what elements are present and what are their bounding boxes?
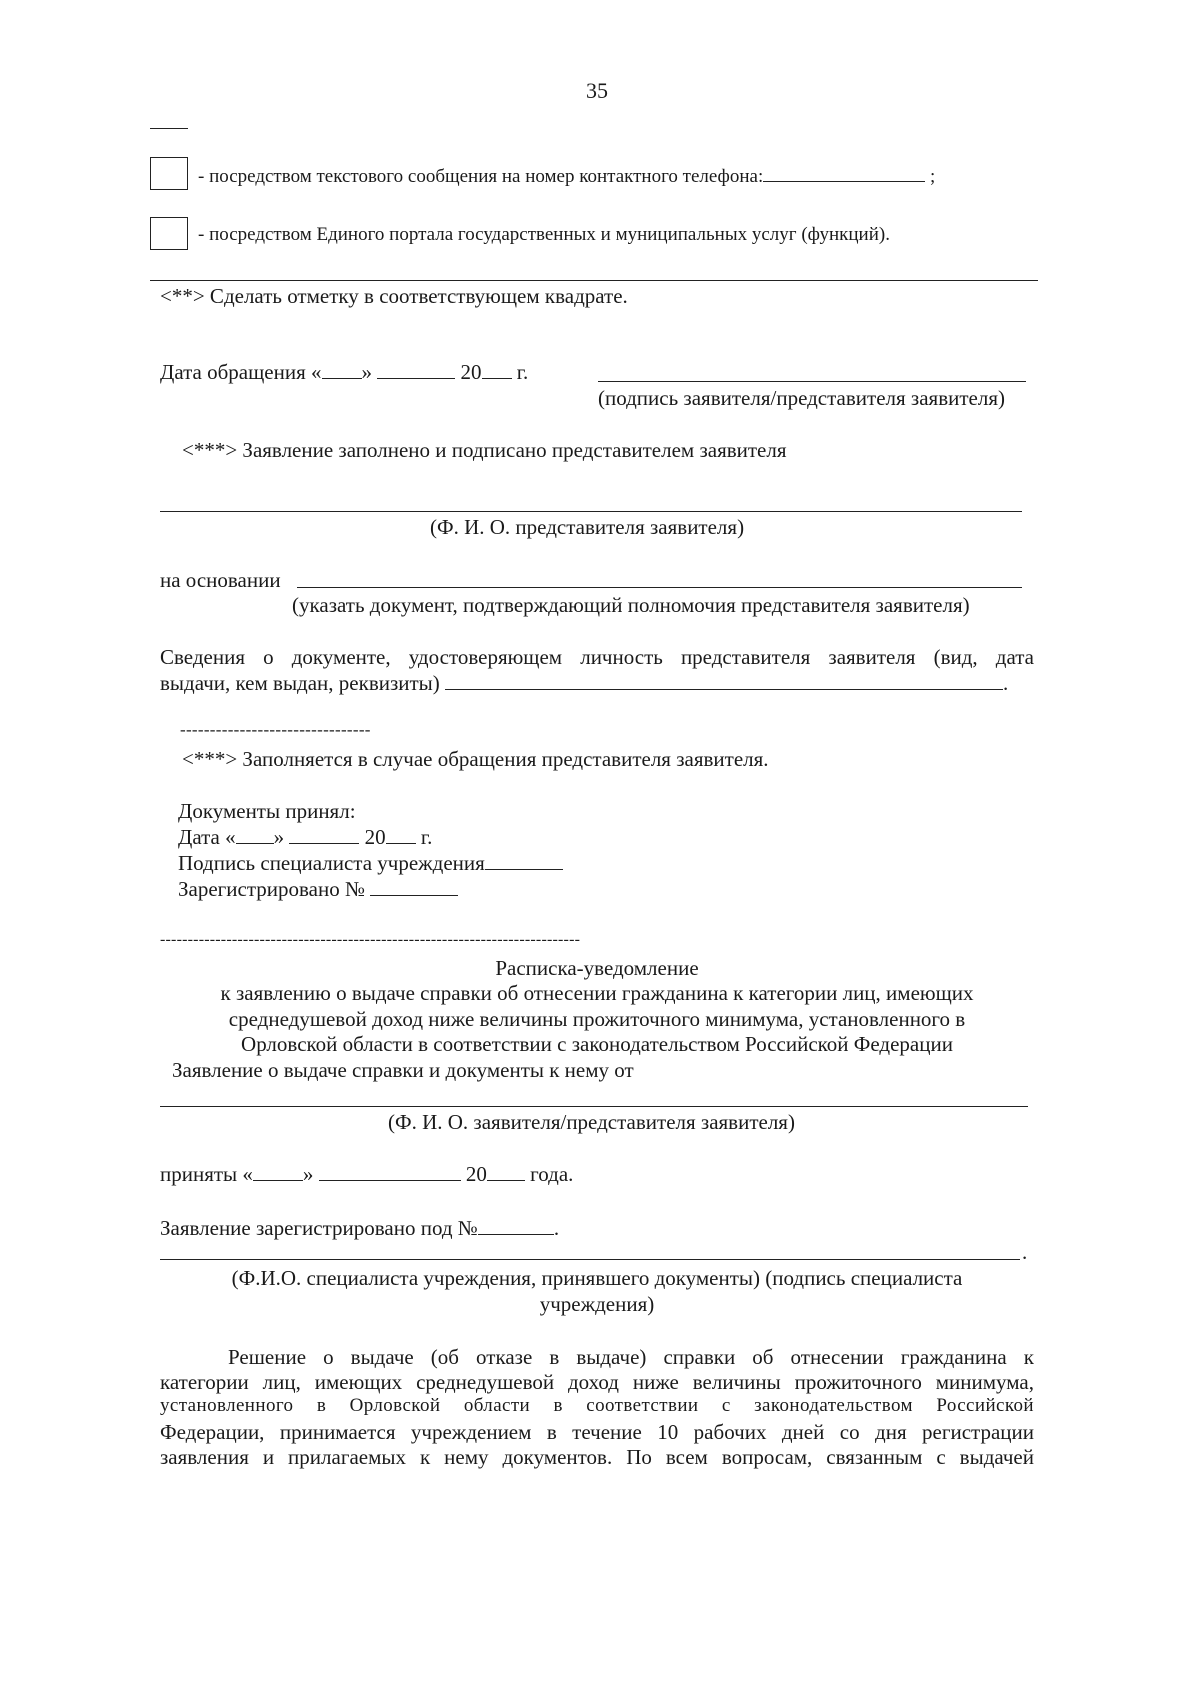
- sms-option-checkbox[interactable]: [150, 157, 188, 190]
- portal-option-label: - посредством Единого портала государственных и муниципальных услуг (функций).: [198, 224, 890, 245]
- id-document-blank[interactable]: [445, 671, 1003, 690]
- accepted-title: Документы принял:: [178, 799, 356, 823]
- phone-number-blank[interactable]: [763, 163, 925, 182]
- specialist-caption-line2: учреждения): [539, 1292, 655, 1316]
- cut-line: ----------------------------------------------------------------------------: [160, 931, 581, 948]
- representative-footnote: <***> Заполняется в случае обращения представителя заявителя.: [182, 747, 769, 771]
- receipt-month-blank[interactable]: [319, 1162, 461, 1181]
- footnote-rule: [150, 280, 1038, 281]
- sms-option-label: - посредством текстового сообщения на номер контактного телефона: ;: [198, 163, 935, 189]
- applicant-signature-line[interactable]: [598, 381, 1026, 382]
- receipt-fio-line[interactable]: [160, 1106, 1028, 1107]
- receipt-subtitle-line3: Орловской области в соответствии с законодательством Российской Федерации: [241, 1032, 953, 1056]
- application-day-blank[interactable]: [322, 360, 362, 379]
- receipt-day-blank[interactable]: [253, 1162, 303, 1181]
- accepted-day-blank[interactable]: [236, 825, 274, 844]
- representative-fio-line[interactable]: [160, 511, 1022, 512]
- decision-line2: категории лиц, имеющих среднедушевой доход ниже величины прожиточного минимума,: [160, 1370, 1034, 1394]
- representative-note: <***> Заявление заполнено и подписано представителем заявителя: [182, 438, 787, 462]
- applicant-signature-caption: (подпись заявителя/представителя заявителя): [598, 386, 1005, 410]
- specialist-signature-line: Подпись специалиста учреждения: [178, 851, 563, 876]
- top-short-rule: [150, 128, 188, 129]
- specialist-line-end: .: [1022, 1240, 1028, 1264]
- checkbox-footnote: <**> Сделать отметку в соответствующем квадрате.: [160, 284, 628, 308]
- page-number: 35: [586, 78, 608, 103]
- receipt-subtitle-line1: к заявлению о выдаче справки об отнесении гражданина к категории лиц, имеющих: [220, 981, 974, 1005]
- registered-number-line: Зарегистрировано №: [178, 877, 458, 902]
- representative-fio-caption: (Ф. И. О. представителя заявителя): [430, 515, 745, 539]
- receipt-subtitle-line2: среднедушевой доход ниже величины прожиточного минимума, установленного в: [228, 1007, 966, 1031]
- receipt-registered-line: Заявление зарегистрировано под № .: [160, 1216, 560, 1240]
- id-document-line2: выдачи, кем выдан, реквизиты) .: [160, 671, 1009, 695]
- registered-number-blank[interactable]: [370, 877, 458, 896]
- receipt-statement: Заявление о выдаче справки и документы к нему от: [172, 1058, 634, 1082]
- decision-line1: Решение о выдаче (об отказе в выдаче) справки об отнесении гражданина к: [228, 1345, 1034, 1369]
- accepted-date-line: Дата « » 20 г.: [178, 825, 433, 849]
- specialist-caption-line1: (Ф.И.О. специалиста учреждения, принявшего документы) (подпись специалиста: [231, 1266, 963, 1290]
- application-year-blank[interactable]: [482, 360, 512, 379]
- basis-caption: (указать документ, подтверждающий полномочия представителя заявителя): [292, 593, 970, 617]
- id-document-line1: Сведения о документе, удостоверяющем личность представителя заявителя (вид, дата: [160, 645, 1034, 669]
- footnote-separator: --------------------------------: [180, 720, 371, 739]
- application-month-blank[interactable]: [377, 360, 455, 379]
- accepted-year-blank[interactable]: [386, 825, 416, 844]
- accepted-month-blank[interactable]: [289, 825, 359, 844]
- decision-line5: заявления и прилагаемых к нему документов. По всем вопросам, связанным с выдачей: [160, 1445, 1034, 1469]
- basis-document-line[interactable]: [297, 587, 1022, 588]
- decision-line3: установленного в Орловской области в соответствии с законодательством Российской: [160, 1395, 1034, 1416]
- decision-line4: Федерации, принимается учреждением в течение 10 рабочих дней со дня регистрации: [160, 1420, 1034, 1444]
- receipt-registered-blank[interactable]: [478, 1216, 554, 1235]
- receipt-accepted-date-line: приняты « » 20 года.: [160, 1162, 574, 1186]
- receipt-year-blank[interactable]: [487, 1162, 525, 1181]
- specialist-fio-signature-line[interactable]: [160, 1259, 1020, 1260]
- receipt-fio-caption: (Ф. И. О. заявителя/представителя заявителя): [388, 1110, 795, 1134]
- basis-label: на основании: [160, 568, 281, 592]
- specialist-signature-blank[interactable]: [485, 851, 563, 870]
- portal-option-checkbox[interactable]: [150, 217, 188, 250]
- receipt-title: Расписка-уведомление: [495, 956, 699, 980]
- application-date-line: Дата обращения « » 20 г.: [160, 360, 529, 384]
